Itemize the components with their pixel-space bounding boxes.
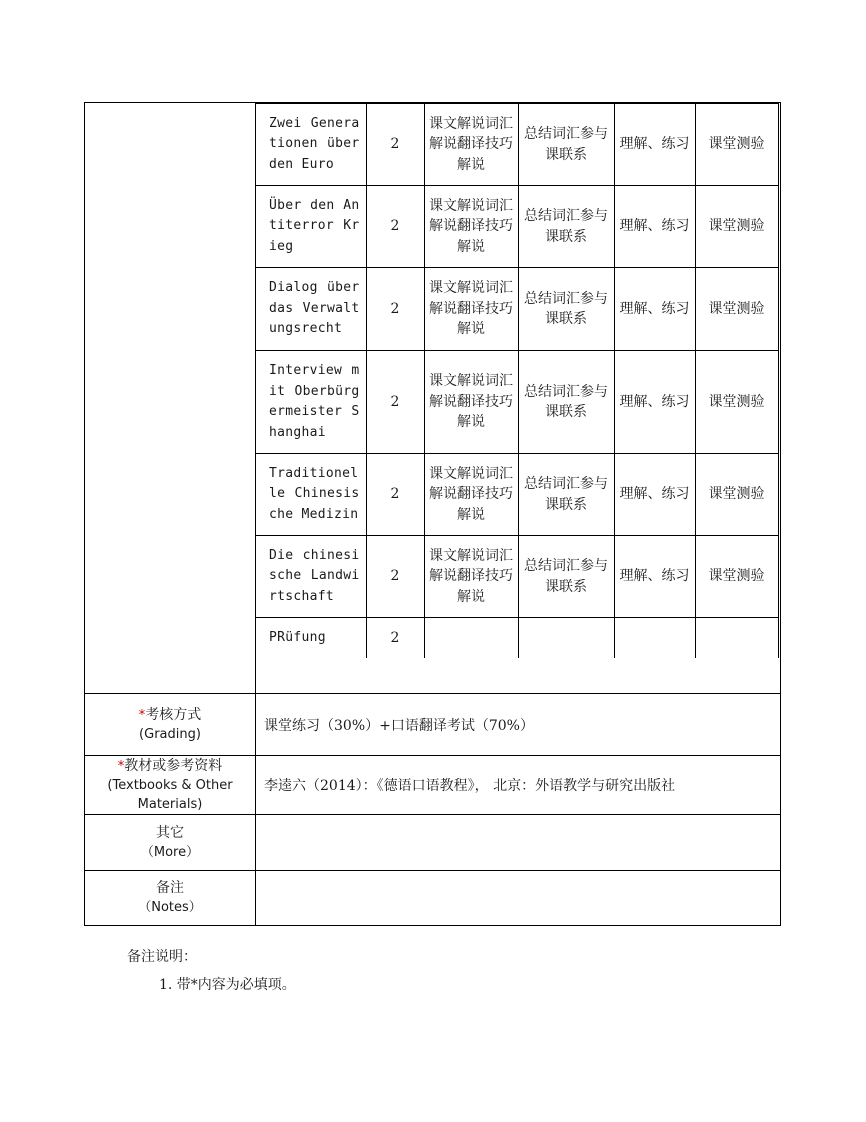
schedule-row [85, 103, 781, 694]
assessment-cell [695, 618, 778, 659]
hours-cell: 2 [366, 186, 424, 268]
materials-label-en-1: (Textbooks & Other [107, 777, 233, 793]
teaching-cell: 课文解说词汇解说翻译技巧解说 [424, 186, 518, 268]
schedule-table-row [256, 618, 778, 659]
schedule-label-cell [85, 103, 256, 694]
topic-cell: Traditionelle Chinesische Medizin [256, 454, 366, 536]
more-value [256, 815, 781, 871]
student-cell: 总结词汇参与课联系 [518, 536, 614, 618]
requirement-cell: 理解、练习 [614, 268, 695, 351]
assessment-cell: 课堂测验 [695, 351, 778, 454]
grading-label-en: (Grading) [139, 726, 201, 742]
materials-label [85, 756, 256, 815]
topic-cell: Zwei Generationen über den Euro [256, 104, 366, 186]
topic-cell: Über den Antiterror Krieg [256, 186, 366, 268]
grading-row [85, 694, 781, 756]
footer-title: 备注说明： [127, 949, 197, 965]
assessment-cell: 课堂测验 [695, 104, 778, 186]
teaching-cell: 课文解说词汇解说翻译技巧解说 [424, 351, 518, 454]
schedule-table [256, 103, 779, 658]
requirement-cell: 理解、练习 [614, 351, 695, 454]
teaching-cell: 课文解说词汇解说翻译技巧解说 [424, 104, 518, 186]
topic-cell: Interview mit Oberbürgermeister Shanghai [256, 351, 366, 454]
hours-cell: 2 [366, 618, 424, 659]
materials-value: 李逵六（2014）：《德语口语教程》， 北京：外语教学与研究出版社 [256, 756, 781, 815]
teaching-cell [424, 618, 518, 659]
hours-cell: 2 [366, 536, 424, 618]
requirement-cell: 理解、练习 [614, 186, 695, 268]
assessment-cell: 课堂测验 [695, 186, 778, 268]
more-label-en: （More） [140, 844, 200, 860]
requirement-cell: 理解、练习 [614, 104, 695, 186]
notes-label-zh: 备注 [156, 880, 184, 896]
required-star: * [117, 758, 125, 774]
schedule-table-row [256, 351, 778, 454]
notes-label-en: （Notes） [138, 900, 202, 915]
teaching-cell: 课文解说词汇解说翻译技巧解说 [424, 454, 518, 536]
schedule-table-row [256, 454, 778, 536]
hours-cell: 2 [366, 268, 424, 351]
footer-notes [127, 947, 296, 995]
grading-label-zh: 考核方式 [145, 706, 202, 723]
assessment-cell: 课堂测验 [695, 454, 778, 536]
requirement-cell [614, 618, 695, 659]
more-label-zh: 其它 [156, 824, 184, 841]
hours-cell: 2 [366, 104, 424, 186]
student-cell [518, 618, 614, 659]
materials-label-zh: 教材或参考资料 [124, 757, 223, 774]
teaching-cell: 课文解说词汇解说翻译技巧解说 [424, 268, 518, 351]
materials-row [85, 756, 781, 815]
course-info-table [84, 102, 781, 926]
hours-cell: 2 [366, 454, 424, 536]
notes-value [256, 871, 781, 926]
hours-cell: 2 [366, 351, 424, 454]
requirement-cell: 理解、练习 [614, 454, 695, 536]
required-star: * [138, 707, 146, 723]
student-cell: 总结词汇参与课联系 [518, 351, 614, 454]
student-cell: 总结词汇参与课联系 [518, 268, 614, 351]
requirement-cell: 理解、练习 [614, 536, 695, 618]
student-cell: 总结词汇参与课联系 [518, 186, 614, 268]
more-row [85, 815, 781, 871]
student-cell: 总结词汇参与课联系 [518, 454, 614, 536]
teaching-cell: 课文解说词汇解说翻译技巧解说 [424, 536, 518, 618]
schedule-table-row [256, 536, 778, 618]
student-cell: 总结词汇参与课联系 [518, 104, 614, 186]
assessment-cell: 课堂测验 [695, 268, 778, 351]
notes-label [85, 871, 256, 926]
schedule-table-row [256, 104, 778, 186]
grading-value: 课堂练习（30%）+口语翻译考试（70%） [256, 694, 781, 756]
topic-cell: Die chinesische Landwirtschaft [256, 536, 366, 618]
more-label [85, 815, 256, 871]
footer-item: 1. 带*内容为必填项。 [159, 977, 296, 993]
schedule-table-row [256, 268, 778, 351]
grading-label [85, 694, 256, 756]
schedule-table-row [256, 186, 778, 268]
schedule-cell [256, 103, 781, 694]
notes-row [85, 871, 781, 926]
topic-cell: PRüfung [256, 618, 366, 659]
materials-label-en-2: Materials) [137, 796, 203, 812]
topic-cell: Dialog über das Verwaltungsrecht [256, 268, 366, 351]
assessment-cell: 课堂测验 [695, 536, 778, 618]
